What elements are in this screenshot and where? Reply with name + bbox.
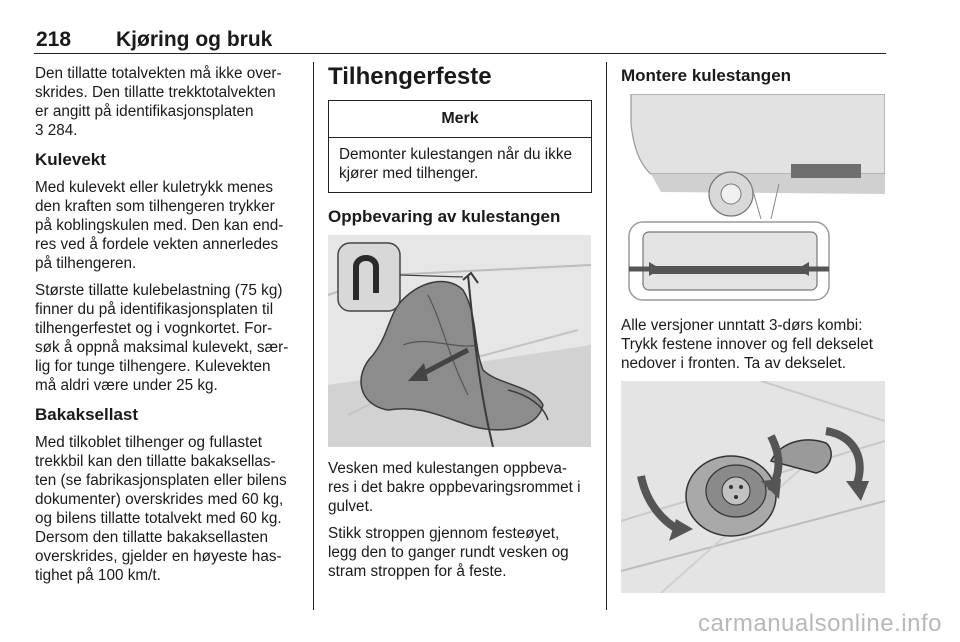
column-divider-2	[606, 62, 607, 610]
page-header	[36, 22, 886, 52]
bakaksellast-heading: Bakaksellast	[35, 405, 139, 424]
header-divider	[34, 53, 886, 54]
kulevekt-paragraph-1: Med kulevekt eller kuletrykk menes den kraften som tilhengeren trykker på koblingskulen med. Den kan end- res ved å fordele vekten annerledes på tilhengeren.	[35, 179, 284, 272]
column-left	[35, 64, 303, 593]
mount-illustration-socket	[621, 381, 885, 593]
note-title: Merk	[329, 101, 591, 138]
mount-caption: Alle versjoner unntatt 3-dørs kombi: Trykk festene innover og fell dekselet nedover i fronten. Ta av dekselet.	[621, 317, 873, 372]
watermark: carmanualsonline.info	[698, 610, 942, 637]
kulevekt-heading: Kulevekt	[35, 150, 106, 169]
bakaksellast-paragraph: Med tilkoblet tilhenger og fullastet trekkbil kan den tillatte bakaksellas- ten (se fabrikasjonsplaten eller bilens dokumenter) overskrides med 60 kg, og bilens tillatte totalvekt med 60 kg. Dersom den tillatte bakaksellasten overskrides, gjelder en høyeste has- tighet på 100 km/t.	[35, 434, 287, 584]
bumper-cover-drawing	[621, 94, 885, 306]
intro-text: Den tillatte totalvekten må ikke over- skrides. Den tillatte trekktotalvekten er angitt på identifikasjonsplaten	[35, 65, 282, 120]
chapter-title: Kjøring og bruk	[116, 28, 273, 51]
storage-caption: Vesken med kulestangen oppbeva- res i det bakre oppbevaringsrommet i gulvet.	[328, 460, 581, 515]
column-divider-1	[313, 62, 314, 610]
mount-illustration-cover	[621, 94, 885, 306]
section-title: Tilhengerfeste	[328, 63, 492, 90]
storage-bag-drawing	[328, 235, 591, 447]
mount-heading: Montere kulestangen	[621, 66, 792, 85]
page-ref-number[interactable]: 284.	[47, 122, 78, 139]
storage-instructions: Stikk stroppen gjennom festeøyet, legg den to ganger rundt vesken og stram stroppen for å feste.	[328, 525, 569, 580]
trailer-socket-drawing	[621, 381, 885, 593]
note-text: Demonter kulestangen når du ikke kjører med tilhenger.	[339, 146, 572, 182]
intro-paragraph	[35, 64, 303, 140]
note-box	[328, 100, 592, 193]
storage-heading: Oppbevaring av kulestangen	[328, 207, 561, 226]
column-right	[621, 64, 887, 605]
page-ref-arrow-icon[interactable]: 3	[35, 122, 44, 139]
page-number: 218	[36, 28, 72, 51]
column-middle	[328, 64, 592, 589]
kulevekt-paragraph-2: Største tillatte kulebelastning (75 kg) finner du på identifikasjonsplaten til tilhengerfestet og i vognkortet. For- søk å oppnå maksimal kulevekt, sær- lig for tunge tilhengere. Kulevekten må aldri være under 25 kg.	[35, 282, 289, 394]
storage-illustration	[328, 235, 591, 447]
